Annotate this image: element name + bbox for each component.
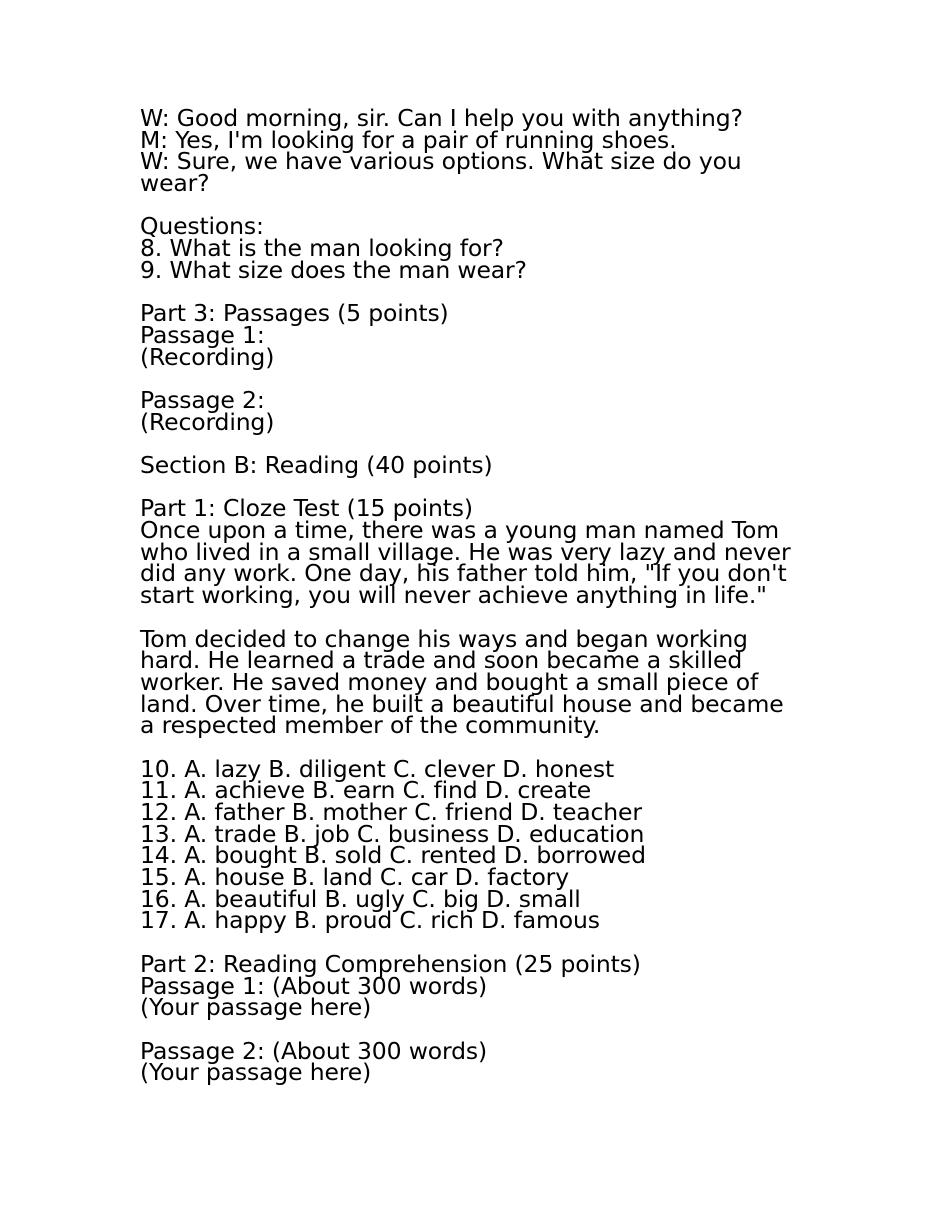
dialogue-line: wear? — [140, 169, 210, 198]
cloze-text-line: start working, you will never achieve anything in life." — [140, 581, 767, 610]
part3-block — [140, 299, 820, 371]
cloze-options-block — [140, 754, 820, 935]
reading-passage2-block — [140, 1036, 820, 1087]
part-heading: Part 1: Cloze Test (15 points) — [140, 494, 473, 523]
cloze-option-item: 11. A. achieve B. earn C. find D. create — [140, 776, 592, 805]
cloze-option-item: 17. A. happy B. proud C. rich D. famous — [140, 906, 600, 935]
cloze-option-item: 16. A. beautiful B. ugly C. big D. small — [140, 884, 581, 913]
document-page — [140, 104, 820, 1087]
cloze-option-item: 15. A. house B. land C. car D. factory — [140, 863, 569, 892]
part-heading: Part 3: Passages (5 points) — [140, 299, 449, 328]
passage-placeholder: (Your passage here) — [140, 993, 372, 1022]
cloze-option-item: 10. A. lazy B. diligent C. clever D. honest — [140, 754, 615, 783]
passage-placeholder: (Your passage here) — [140, 1058, 372, 1087]
question-item: 8. What is the man looking for? — [140, 234, 504, 263]
cloze-option-item: 14. A. bought B. sold C. rented D. borrowed — [140, 841, 646, 870]
reading-comprehension-block — [140, 949, 820, 1022]
passage-label: Passage 2: — [140, 385, 265, 414]
section-heading: Section B: Reading (40 points) — [140, 451, 493, 479]
cloze-text-line: Tom decided to change his ways and began working — [140, 624, 748, 653]
cloze-text-line: a respected member of the community. — [140, 711, 601, 740]
questions-heading: Questions: — [140, 212, 264, 241]
cloze-paragraph-2 — [140, 624, 820, 740]
recording-placeholder: (Recording) — [140, 342, 275, 371]
questions-block — [140, 212, 820, 284]
cloze-option-item: 13. A. trade B. job C. business D. education — [140, 819, 645, 848]
dialogue-line: W: Sure, we have various options. What size do you — [140, 147, 742, 176]
dialogue-block — [140, 104, 820, 198]
cloze-text-line: land. Over time, he built a beautiful house and became — [140, 689, 784, 718]
recording-placeholder: (Recording) — [140, 407, 275, 436]
passage-label: Passage 1: (About 300 words) — [140, 971, 488, 1000]
cloze-text-line: who lived in a small village. He was very lazy and never — [140, 537, 791, 566]
cloze-text-line: hard. He learned a trade and soon became a skilled — [140, 646, 743, 675]
dialogue-line: M: Yes, I'm looking for a pair of running shoes. — [140, 125, 677, 154]
passage2-block — [140, 385, 820, 436]
question-item: 9. What size does the man wear? — [140, 255, 527, 284]
cloze-block — [140, 494, 820, 610]
dialogue-line: W: Good morning, sir. Can I help you with anything? — [140, 104, 743, 132]
cloze-text-line: worker. He saved money and bought a small piece of — [140, 667, 759, 696]
passage-label: Passage 1: — [140, 320, 265, 349]
section-b-block — [140, 451, 820, 479]
part-heading: Part 2: Reading Comprehension (25 points) — [140, 949, 641, 978]
cloze-text-line: did any work. One day, his father told him, "If you don't — [140, 559, 787, 588]
passage-label: Passage 2: (About 300 words) — [140, 1036, 488, 1065]
cloze-option-item: 12. A. father B. mother C. friend D. teacher — [140, 798, 642, 826]
cloze-text-line: Once upon a time, there was a young man named Tom — [140, 516, 779, 545]
